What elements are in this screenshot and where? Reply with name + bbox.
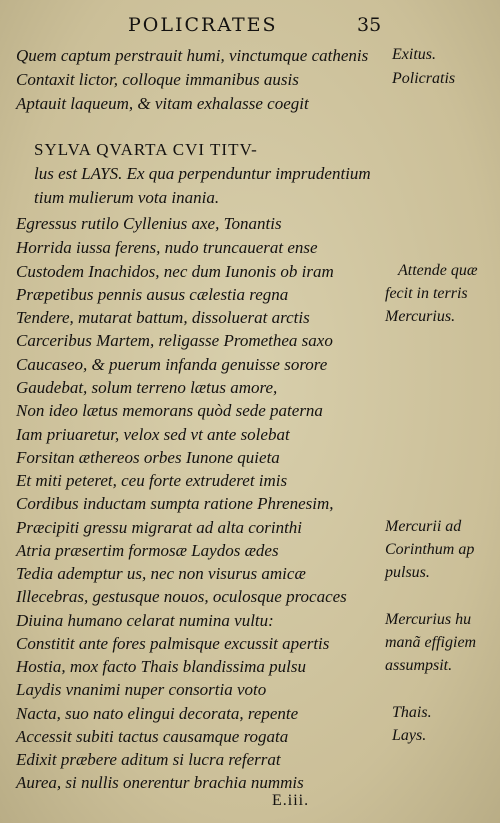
verse-line: Horrida iussa ferens, nudo truncauerat ense <box>16 238 318 257</box>
verse-line: Diuina humano celarat numina vultu: <box>16 611 274 630</box>
verse-line: Præcipiti gressu migrarat ad alta corinthi <box>16 518 303 537</box>
verse-line: Edixit præbere aditum si lucra referrat <box>16 750 281 769</box>
verse-line: Quem captum perstrauit humi, vinctumque cathenis <box>16 46 369 65</box>
verse-line: Constitit ante fores palmisque excussit apertis <box>16 634 330 653</box>
margin-note: assumpsit. <box>385 657 453 674</box>
verse-line: Illecebras, gestusque nouos, oculosque procaces <box>16 587 347 606</box>
verse-line: Hostia, mox facto Thais blandissima pulsu <box>16 657 306 676</box>
verse-line: Iam priuaretur, velox sed vt ante solebat <box>16 425 290 444</box>
verse-line: Cordibus inductam sumpta ratione Phrenesim, <box>16 494 334 513</box>
verse-line: Forsitan æthereos orbes Iunone quieta <box>16 448 280 467</box>
verse-line: Atria præsertim formosæ Laydos ædes <box>16 541 279 560</box>
verse-line: Gaudebat, solum terreno lætus amore, <box>16 378 278 397</box>
section-heading-line: tium mulierum vota inania. <box>34 188 220 207</box>
margin-note: Corinthum ap <box>385 541 475 558</box>
verse-line: Contaxit lictor, colloque immanibus ausis <box>16 70 299 89</box>
signature-mark: E.iii. <box>272 792 310 809</box>
page-header <box>0 14 500 40</box>
verse-line: Præpetibus pennis ausus cælestia regna <box>16 285 289 304</box>
margin-note: Lays. <box>392 727 427 744</box>
margin-note: Mercurius hu <box>385 611 472 628</box>
margin-note: Mercurius. <box>385 308 456 325</box>
verse-line: Aurea, si nullis onerentur brachia nummis <box>16 773 304 792</box>
margin-note: Mercurii ad <box>385 518 462 535</box>
margin-note: Attende quæ <box>398 262 478 279</box>
verse-line: Tedia ademptur us, nec non visurus amicæ <box>16 564 306 583</box>
margin-note: manã effigiem <box>385 634 477 651</box>
margin-note: Policratis <box>392 70 456 87</box>
verse-line: Tendere, mutarat battum, dissoluerat arctis <box>16 308 310 327</box>
margin-note: pulsus. <box>385 564 430 581</box>
page-number: 35 <box>357 14 382 36</box>
margin-note: fecit in terris <box>385 285 468 302</box>
verse-line: Egressus rutilo Cyllenius axe, Tonantis <box>16 214 282 233</box>
margin-note: Exitus. <box>392 46 436 63</box>
running-head: POLICRATES <box>128 14 278 36</box>
verse-line: Aptauit laqueum, & vitam exhalasse coegit <box>16 94 309 113</box>
verse-line: Caucaseo, & puerum infanda genuisse sorore <box>16 355 328 374</box>
verse-line: Accessit subiti tactus causamque rogata <box>16 727 289 746</box>
section-heading: SYLVA QVARTA CVI TITV- <box>34 140 258 159</box>
verse-line: Et miti peteret, ceu forte extruderet imis <box>16 471 288 490</box>
section-heading-line: lus est LAYS. Ex qua perpenduntur imprudentium <box>34 164 371 183</box>
verse-line: Nacta, suo nato elingui decorata, repente <box>16 704 299 723</box>
margin-note: Thais. <box>392 704 432 721</box>
verse-line: Non ideo lætus memorans quòd sede paterna <box>16 401 323 420</box>
verse-line: Custodem Inachidos, nec dum Iunonis ob iram <box>16 262 334 281</box>
verse-line: Carceribus Martem, religasse Promethea saxo <box>16 331 333 350</box>
verse-line: Laydis vnanimi nuper consortia voto <box>16 680 267 699</box>
